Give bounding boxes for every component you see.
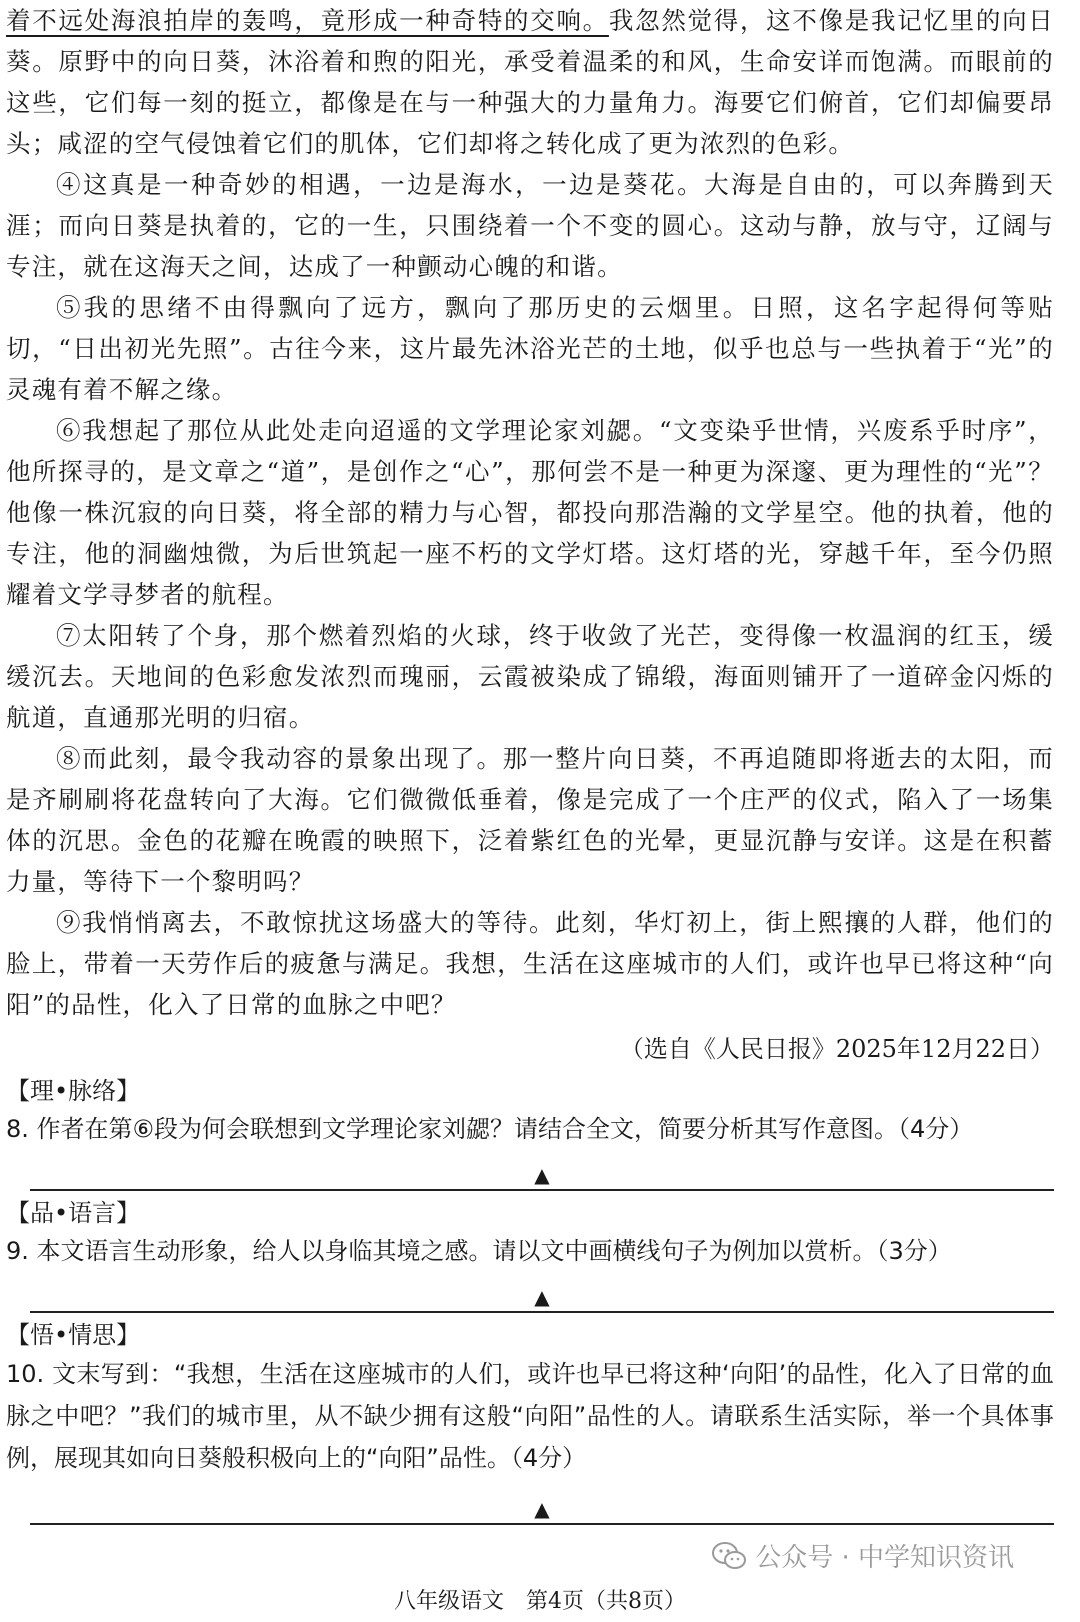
triangle-marker-icon: ▲ bbox=[534, 1497, 550, 1521]
triangle-marker-icon: ▲ bbox=[534, 1163, 550, 1187]
triangle-marker-icon: ▲ bbox=[534, 1285, 550, 1309]
article-paragraph-9: ⑨我悄悄离去，不敢惊扰这场盛大的等待。此刻，华灯初上，街上熙攘的人群，他们的脸上，带着一天劳作后的疲惫与满足。我想，生活在这座城市的人们，或许也早已将这种“向阳”的品性，化入了日常的血脉之中吧？ bbox=[6, 908, 1054, 1019]
question-8 bbox=[6, 1073, 1054, 1191]
article-paragraph-4: ④这真是一种奇妙的相遇，一边是海水，一边是葵花。大海是自由的，可以奔腾到天涯；而向日葵是执着的，它的一生，只围绕着一个不变的圆心。这动与静，放与守，辽阔与专注，就在这海天之间，达成了一种颤动心魄的和谐。 bbox=[6, 170, 1054, 281]
question-text: 9. 本文语言生动形象，给人以身临其境之感。请以文中画横线句子为例加以赏析。（3分） bbox=[6, 1237, 952, 1265]
article-paragraph-5: ⑤我的思绪不由得飘向了远方，飘向了那历史的云烟里。日照，这名字起得何等贴切，“日出初光先照”。古往今来，这片最先沐浴光芒的土地，似乎也总与一些执着于“光”的灵魂有着不解之缘。 bbox=[6, 293, 1054, 404]
question-text: 10. 文末写到：“我想，生活在这座城市的人们，或许也早已将这种‘向阳’的品性，化入了日常的血脉之中吧？”我们的城市里，从不缺少拥有这般“向阳”品性的人。请联系生活实际，举一个具体事例，展现其如向日葵般积极向上的“向阳”品性。（4分） bbox=[6, 1360, 1054, 1472]
article-paragraph-7: ⑦太阳转了个身，那个燃着烈焰的火球，终于收敛了光芒，变得像一枚温润的红玉，缓缓沉去。天地间的色彩愈发浓烈而瑰丽，云霞被染成了锦缎，海面则铺开了一道碎金闪烁的航道，直通那光明的归宿。 bbox=[6, 621, 1054, 732]
underlined-sentence: 着不远处海浪拍岸的轰鸣，竟形成一种奇特的交响。 bbox=[6, 6, 609, 35]
answer-line[interactable] bbox=[30, 1149, 1054, 1191]
answer-line[interactable] bbox=[30, 1479, 1054, 1525]
question-9 bbox=[6, 1195, 1054, 1313]
paragraph-3-text: 我忽然觉得，这不像是我记忆里的向日葵。原野中的向日葵，沐浴着和煦的阳光，承受着温柔的和风，生命安详而饱满。而眼前的这些，它们每一刻的挺立，都像是在与一种强大的力量角力。海要它们俯首，它们却偏要昂头；咸涩的空气侵蚀着它们的肌体，它们却将之转化成了更为浓烈的色彩。 bbox=[6, 6, 1054, 158]
article-paragraph-6: ⑥我想起了那位从此处走向迢遥的文学理论家刘勰。“文变染乎世情，兴废系乎时序”，他所探寻的，是文章之“道”，是创作之“心”，那何尝不是一种更为深邃、更为理性的“光”？他像一株沉寂的向日葵，将全部的精力与心智，都投向那浩瀚的文学星空。他的执着，他的专注，他的洞幽烛微，为后世筑起一座不朽的文学灯塔。这灯塔的光，穿越千年，至今仍照耀着文学寻梦者的航程。 bbox=[6, 416, 1054, 609]
section-heading: 【悟•情思】 bbox=[6, 1321, 141, 1349]
article-paragraph-8: ⑧而此刻，最令我动容的景象出现了。那一整片向日葵，不再追随即将逝去的太阳，而是齐刷刷将花盘转向了大海。它们微微低垂着，像是完成了一个庄严的仪式，陷入了一场集体的沉思。金色的花瓣在晚霞的映照下，泛着紫红色的光晕，更显沉静与安详。这是在积蓄力量，等待下一个黎明吗？ bbox=[6, 744, 1054, 896]
question-text: 8. 作者在第⑥段为何会联想到文学理论家刘勰？请结合全文，简要分析其写作意图。（4分） bbox=[6, 1115, 974, 1143]
section-heading: 【理•脉络】 bbox=[6, 1077, 141, 1105]
watermark-text: 公众号 · 中学知识资讯 bbox=[755, 1543, 1014, 1573]
article-source: （选自《人民日报》2025年12月22日） bbox=[619, 1035, 1054, 1063]
question-10 bbox=[6, 1317, 1054, 1525]
watermark bbox=[711, 1537, 1014, 1574]
answer-line[interactable] bbox=[30, 1271, 1054, 1313]
page-footer: 八年级语文 第4页（共8页） bbox=[394, 1589, 686, 1614]
article-paragraph-3 bbox=[6, 0, 1054, 164]
section-heading: 【品•语言】 bbox=[6, 1199, 141, 1227]
wechat-icon bbox=[711, 1541, 747, 1571]
